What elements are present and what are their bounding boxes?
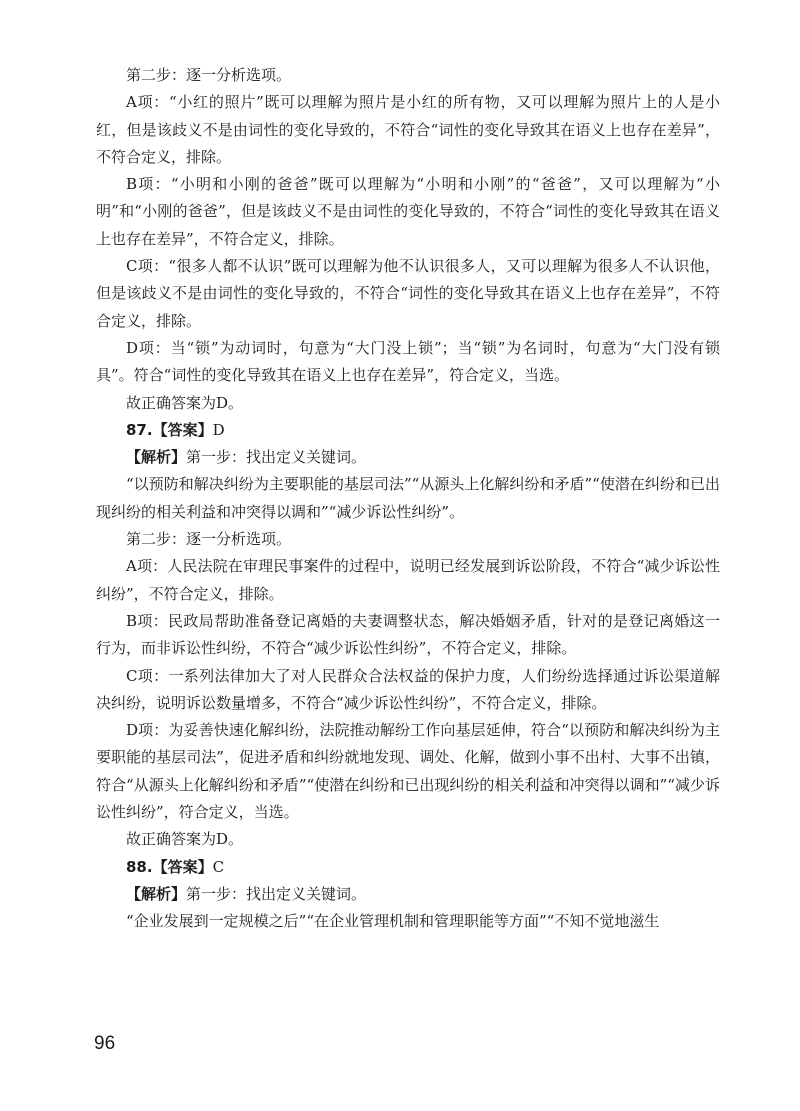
paragraph-option-a xyxy=(96,89,720,171)
paragraph-text: “以预防和解决纠纷为主要职能的基层司法”“从源头上化解纠纷和矛盾”“使潜在纠纷和已出现纠纷的相关利益和冲突得以调和”“减少诉讼性纠纷”。 xyxy=(96,475,720,521)
paragraph-text: 第一步：找出定义关键词。 xyxy=(186,884,367,903)
paragraph-text: 第一步：找出定义关键词。 xyxy=(186,448,367,467)
paragraph-text: C项：一系列法律加大了对人民群众合法权益的保护力度，人们纷纷选择通过诉讼渠道解决纠纷，说明诉讼数量增多，不符合“减少诉讼性纠纷”，不符合定义，排除。 xyxy=(96,666,720,712)
paragraph-text: A项：人民法院在审理民事案件的过程中，说明已经发展到诉讼阶段，不符合“减少诉讼性纠纷”，不符合定义，排除。 xyxy=(96,557,720,603)
paragraph-text: B项：“小明和小刚的爸爸”既可以理解为“小明和小刚”的“爸爸”，又可以理解为“小明”和“小刚的爸爸”，但是该歧义不是由词性的变化导致的，不符合“词性的变化导致其在语义上也存在差异”，不符合定义，排除。 xyxy=(96,175,720,248)
document-body xyxy=(96,62,720,936)
answer-value: C xyxy=(212,857,225,876)
paragraph-option-a xyxy=(96,553,720,608)
paragraph-text: A项：“小红的照片”既可以理解为照片是小红的所有物，又可以理解为照片上的人是小红，但是该歧义不是由词性的变化导致的，不符合“词性的变化导致其在语义上也存在差异”，不符合定义，排除。 xyxy=(96,93,720,166)
paragraph-analysis-88 xyxy=(96,881,720,908)
paragraph-text: C项：“很多人都不认识”既可以理解为他不认识很多人，又可以理解为很多人不认识他，但是该歧义不是由词性的变化导致的，不符合“词性的变化导致其在语义上也存在差异”，不符合定义，排除。 xyxy=(96,257,720,330)
paragraph-option-b xyxy=(96,608,720,663)
paragraph-option-c xyxy=(96,663,720,718)
paragraph-conclusion xyxy=(96,390,720,417)
analysis-label: 【解析】 xyxy=(126,448,187,467)
paragraph-step2-heading xyxy=(96,526,720,553)
paragraph-answer-87 xyxy=(96,417,720,444)
paragraph-text: B项：民政局帮助准备登记离婚的夫妻调整状态，解决婚姻矛盾，针对的是登记离婚这一行为，而非诉讼性纠纷，不符合“减少诉讼性纠纷”，不符合定义，排除。 xyxy=(96,611,720,658)
paragraph-keywords-87 xyxy=(96,471,720,526)
paragraph-text: 故正确答案为D。 xyxy=(126,830,244,849)
answer-value: D xyxy=(212,420,225,439)
paragraph-text: 故正确答案为D。 xyxy=(126,393,244,412)
paragraph-option-d xyxy=(96,717,720,826)
paragraph-text: D项：为妥善快速化解纠纷，法院推动解纷工作向基层延伸，符合“以预防和解决纠纷为主要职能的基层司法”，促进矛盾和纠纷就地发现、调处、化解，做到小事不出村、大事不出镇，符合“从源头上化解纠纷和矛盾”“使潜在纠纷和已出现纠纷的相关利益和冲突得以调和”“减少诉讼性纠纷”，符合定义，当选。 xyxy=(96,721,720,822)
paragraph-conclusion xyxy=(96,826,720,853)
paragraph-text: “企业发展到一定规模之后”“在企业管理机制和管理职能等方面”“不知不觉地滋生 xyxy=(126,912,660,931)
paragraph-answer-88 xyxy=(96,854,720,881)
paragraph-text: D项：当“锁”为动词时，句意为“大门没上锁”；当“锁”为名词时，句意为“大门没有锁具”。符合“词性的变化导致其在语义上也存在差异”，符合定义，当选。 xyxy=(96,338,720,385)
paragraph-text: 第二步：逐一分析选项。 xyxy=(126,530,292,549)
paragraph-analysis-87 xyxy=(96,444,720,471)
analysis-label: 【解析】 xyxy=(126,884,187,903)
paragraph-option-d xyxy=(96,335,720,390)
paragraph-text: 第二步：逐一分析选项。 xyxy=(126,66,292,84)
answer-label: 87.【答案】 xyxy=(126,420,213,439)
page-number: 96 xyxy=(94,1033,116,1054)
paragraph-option-b xyxy=(96,171,720,253)
answer-label: 88.【答案】 xyxy=(126,857,213,876)
paragraph-keywords-88 xyxy=(96,908,720,935)
paragraph-step2-heading xyxy=(96,62,720,89)
paragraph-option-c xyxy=(96,253,720,335)
